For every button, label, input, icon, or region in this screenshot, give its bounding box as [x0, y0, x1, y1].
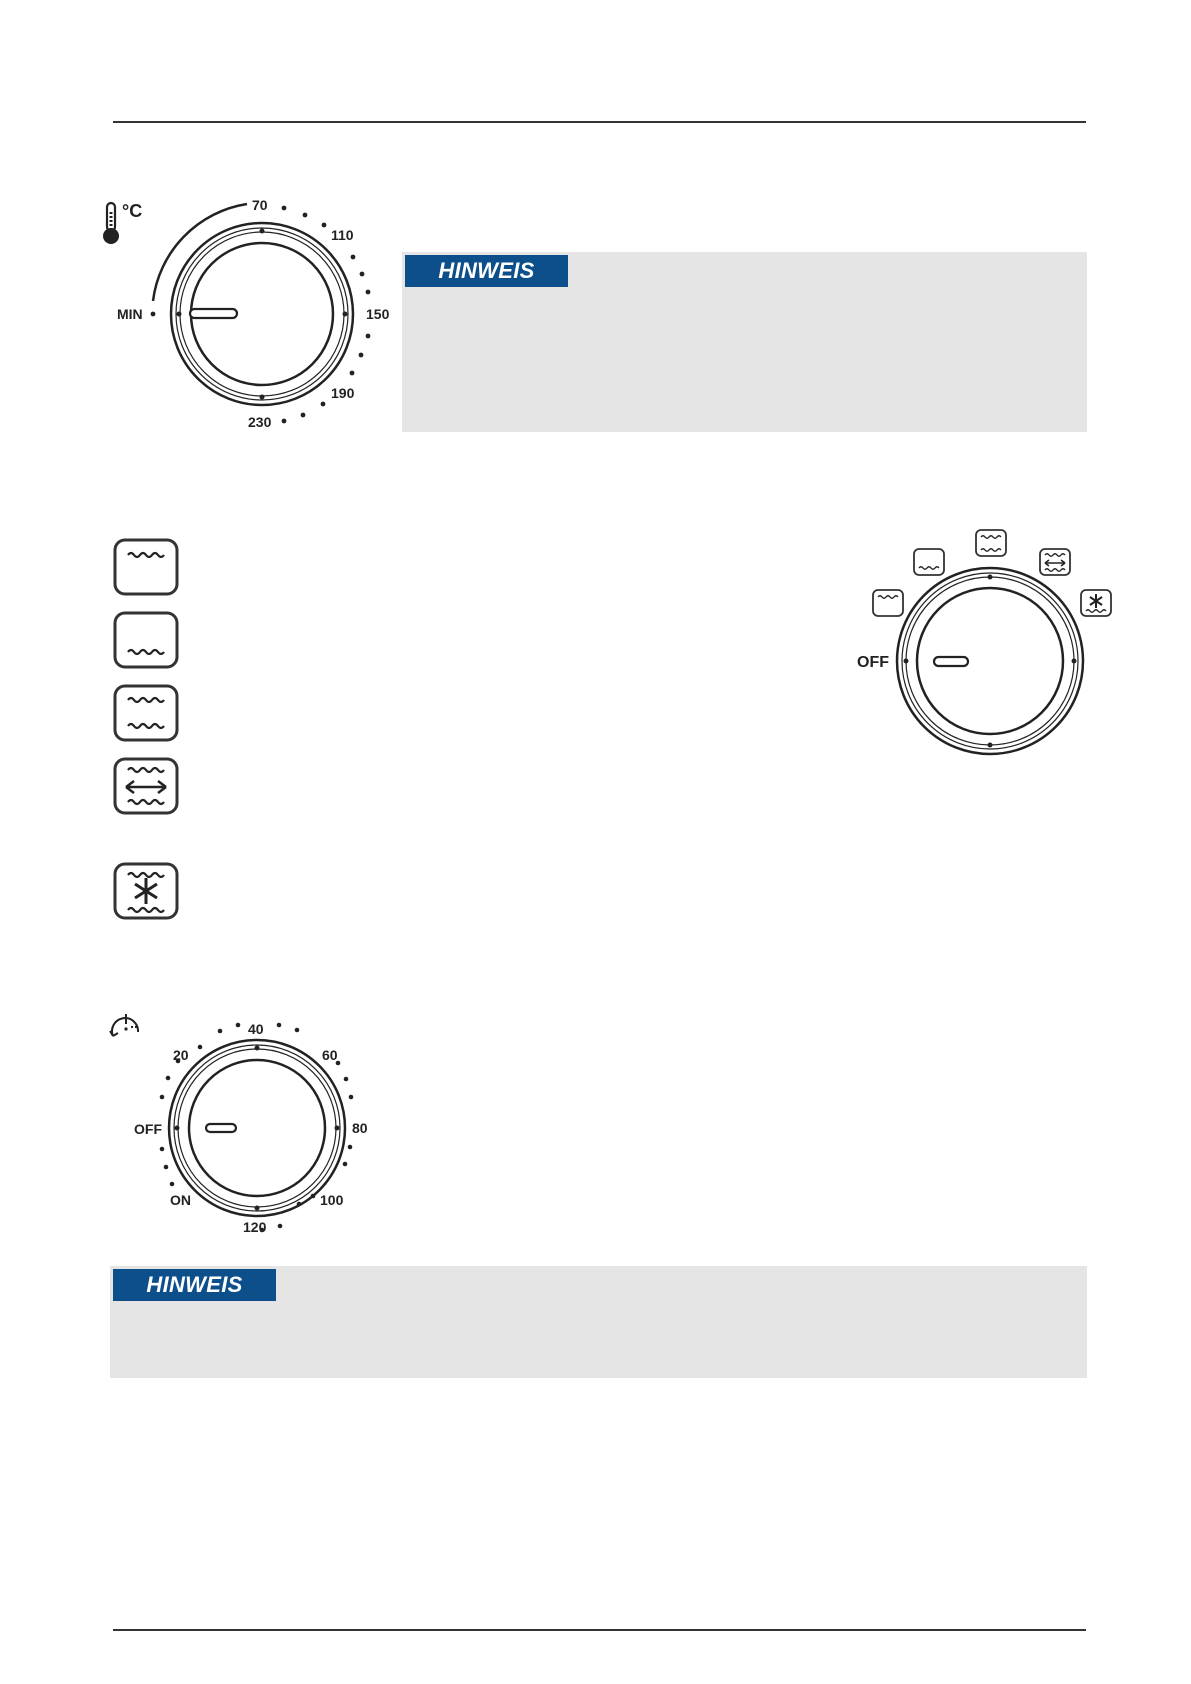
bottom-heat-icon [914, 549, 944, 575]
top-heat-icon [873, 590, 903, 616]
footer-rule [113, 1629, 1086, 1631]
timer-tick-label: 60 [322, 1047, 338, 1063]
note-label: HINWEIS [405, 255, 568, 287]
note-box-1 [402, 252, 1087, 432]
header-rule [113, 121, 1086, 123]
top-bottom-heat-icon [115, 686, 177, 740]
temperature-tick-label: 150 [366, 306, 390, 322]
timer-tick-label: 120 [243, 1219, 267, 1235]
timer-tick-label: 100 [320, 1192, 344, 1208]
temperature-dial [95, 195, 405, 435]
timer-tick-label: 20 [173, 1047, 189, 1063]
bottom-heat-icon [115, 613, 177, 667]
timer-off-label: OFF [134, 1121, 162, 1137]
timer-on-label: ON [170, 1192, 191, 1208]
defrost-icon [115, 864, 177, 918]
temperature-min-label: MIN [117, 306, 143, 322]
convection-icon [1040, 549, 1070, 575]
note-box-2 [110, 1266, 1087, 1378]
mode-knob[interactable] [897, 568, 1083, 754]
note-label: HINWEIS [113, 1269, 276, 1301]
top-heat-icon [115, 540, 177, 594]
timer-knob[interactable] [169, 1040, 345, 1216]
mode-off-label: OFF [857, 654, 889, 671]
timer-tick-label: 40 [248, 1021, 264, 1037]
mode-dial [850, 525, 1120, 765]
convection-icon [115, 759, 177, 813]
timer-tick-label: 80 [352, 1120, 368, 1136]
thermometer-icon [103, 203, 119, 244]
temperature-tick-label: 230 [248, 414, 272, 430]
celsius-label: °C [122, 201, 143, 221]
temperature-tick-label: 190 [331, 385, 355, 401]
temperature-tick-label: 70 [252, 197, 268, 213]
mode-icon-list [108, 530, 188, 930]
defrost-icon [1081, 590, 1111, 616]
timer-dial [100, 1005, 390, 1250]
temperature-knob[interactable] [171, 223, 353, 405]
temperature-tick-label: 110 [331, 227, 354, 243]
top-bottom-heat-icon [976, 530, 1006, 556]
timer-icon [110, 1014, 139, 1036]
